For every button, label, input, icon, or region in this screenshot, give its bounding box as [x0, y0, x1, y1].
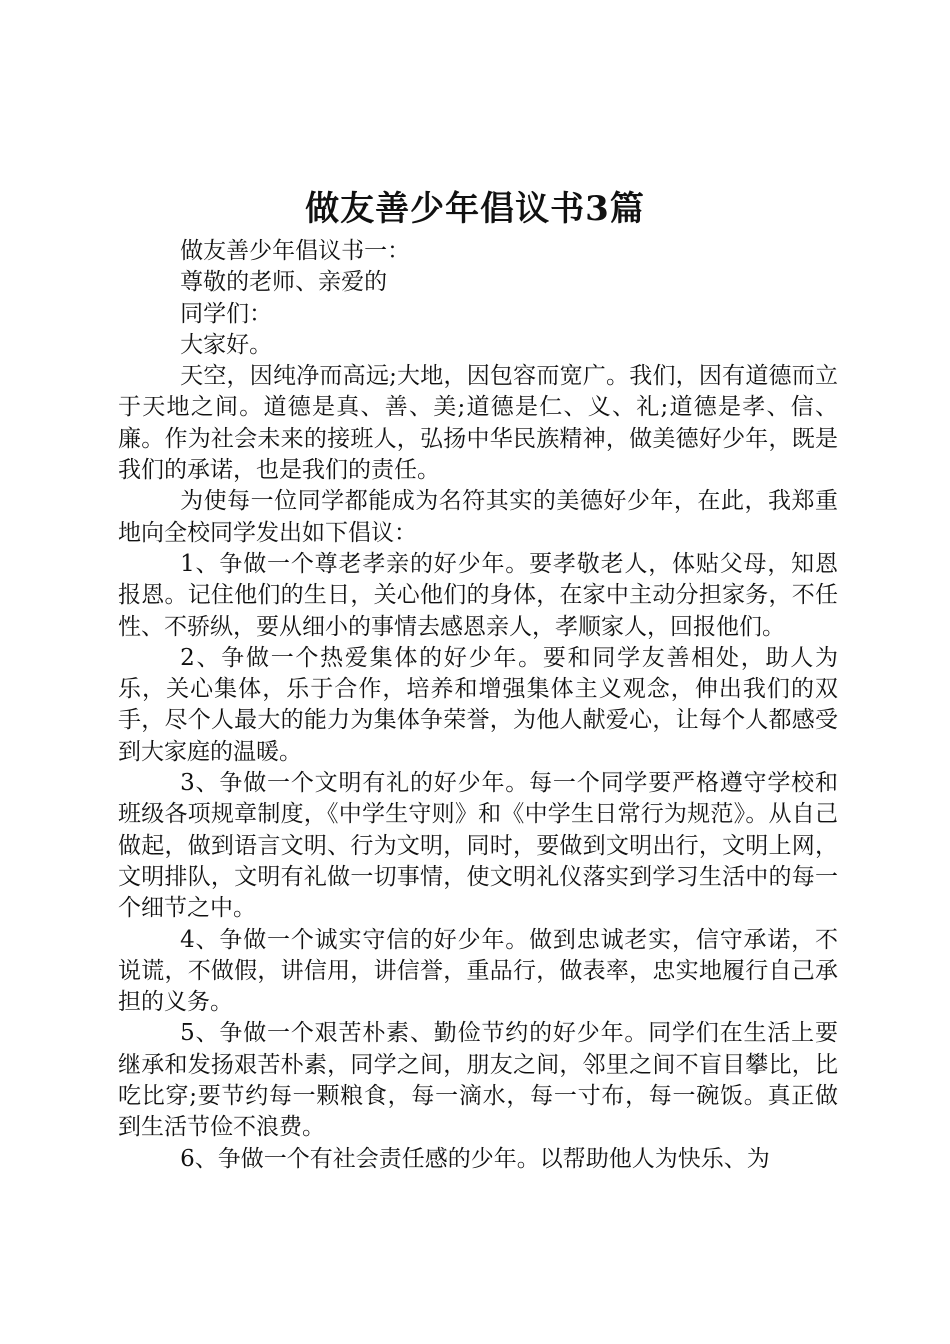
proposal-item-1: 1、争做一个尊老孝亲的好少年。要孝敬老人，体贴父母，知恩报恩。记住他们的生日，关心他们的身体，在家中主动分担家务，不任性、不骄纵，要从细小的事情去感恩亲人，孝顺家人，回报他们。: [118, 550, 838, 640]
document-body: [118, 236, 838, 1175]
proposal-item-6: 6、争做一个有社会责任感的少年。以帮助他人为快乐、为: [180, 1145, 770, 1172]
proposal-item-5: 5、争做一个艰苦朴素、勤俭节约的好少年。同学们在生活上要继承和发扬艰苦朴素，同学之间，朋友之间，邻里之间不盲目攀比，比吃比穿;要节约每一颗粮食，每一滴水，每一寸布，每一碗饭。真正做到生活节俭不浪费。: [118, 1020, 838, 1141]
salutation-line-2: 同学们：: [180, 300, 273, 327]
salutation-line-1: 尊敬的老师、亲爱的: [180, 269, 388, 296]
proposal-item-4: 4、争做一个诚实守信的好少年。做到忠诚老实，信守承诺，不说谎，不做假，讲信用，讲信誉，重品行，做表率，忠实地履行自己承担的义务。: [118, 926, 838, 1016]
proposal-item-3: 3、争做一个文明有礼的好少年。每一个同学要严格遵守学校和班级各项规章制度，《中学生守则》和《中学生日常行为规范》。从自己做起，做到语言文明、行为文明，同时，要做到文明出行，文明上网，文明排队，文明有礼做一切事情，使文明礼仪落实到学习生活中的每一个细节之中。: [118, 770, 838, 922]
intro-paragraph: 天空，因纯净而高远;大地，因包容而宽广。我们，因有道德而立于天地之间。道德是真、善、美;道德是仁、义、礼;道德是孝、信、廉。作为社会未来的接班人，弘扬中华民族精神，做美德好少年，既是我们的承诺，也是我们的责任。: [118, 363, 838, 484]
greeting: 大家好。: [180, 331, 273, 358]
section-heading: 做友善少年倡议书一：: [180, 238, 411, 264]
proposal-intro-paragraph: 为使每一位同学都能成为名符其实的美德好少年，在此，我郑重地向全校同学发出如下倡议：: [118, 488, 838, 546]
proposal-item-2: 2、争做一个热爱集体的好少年。要和同学友善相处，助人为乐，关心集体，乐于合作，培养和增强集体主义观念，伸出我们的双手，尽个人最大的能力为集体争荣誉，为他人献爱心，让每个人都感受到大家庭的温暖。: [118, 644, 838, 765]
document-title: 做友善少年倡议书3篇: [305, 189, 645, 229]
